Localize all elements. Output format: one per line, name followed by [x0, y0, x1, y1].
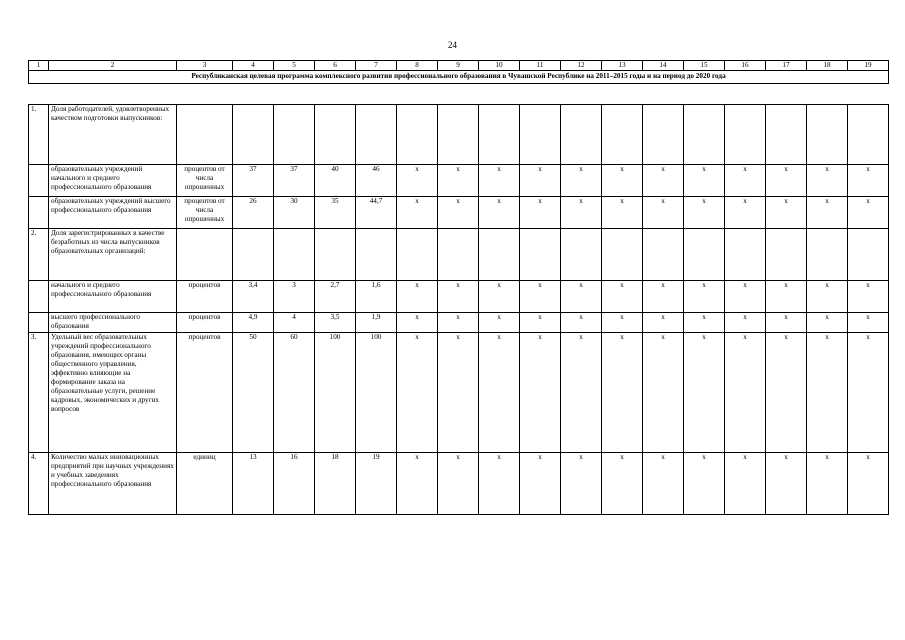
value-cell: x	[520, 453, 561, 515]
indicator-name: Удельный вес образовательных учреждений профессионального образования, имеющих органы общественного управления, эффективно влияющие на формирование заказа на образовательные услуги, решение кадровых, экономических и других вопросов	[49, 333, 177, 453]
value-cell: x	[520, 313, 561, 333]
value-cell: x	[561, 313, 602, 333]
value-cell	[766, 229, 807, 281]
spacer-row	[29, 84, 889, 105]
value-cell	[274, 105, 315, 165]
column-number: 11	[520, 61, 561, 71]
value-cell	[725, 229, 766, 281]
value-cell: x	[848, 333, 889, 453]
value-cell	[479, 229, 520, 281]
value-cell: x	[438, 453, 479, 515]
value-cell: 40	[315, 165, 356, 197]
value-cell: x	[684, 333, 725, 453]
row-number	[29, 197, 49, 229]
column-number: 5	[274, 61, 315, 71]
value-cell: x	[643, 281, 684, 313]
column-number: 19	[848, 61, 889, 71]
indicator-name: начального и среднего профессионального образования	[49, 281, 177, 313]
indicator-name: Доля работодателей, удовлетворенных качеством подготовки выпускников:	[49, 105, 177, 165]
program-caption-row	[29, 71, 889, 84]
value-cell: 1,6	[356, 281, 397, 313]
column-number: 12	[561, 61, 602, 71]
value-cell: x	[725, 197, 766, 229]
row-number: 3.	[29, 333, 49, 453]
row-number	[29, 313, 49, 333]
value-cell: 37	[274, 165, 315, 197]
value-cell: x	[479, 281, 520, 313]
column-number: 17	[766, 61, 807, 71]
value-cell	[643, 229, 684, 281]
value-cell	[356, 229, 397, 281]
value-cell: x	[561, 197, 602, 229]
value-cell	[438, 105, 479, 165]
value-cell: 18	[315, 453, 356, 515]
value-cell: x	[438, 333, 479, 453]
value-cell: x	[807, 281, 848, 313]
column-number: 4	[233, 61, 274, 71]
value-cell: x	[643, 453, 684, 515]
value-cell: x	[561, 281, 602, 313]
value-cell: x	[848, 453, 889, 515]
value-cell: 2,7	[315, 281, 356, 313]
table-row	[29, 313, 889, 333]
value-cell	[397, 105, 438, 165]
value-cell: 4	[274, 313, 315, 333]
row-number	[29, 281, 49, 313]
unit-of-measure: процентов от числа опрошенных	[177, 197, 233, 229]
value-cell: x	[766, 313, 807, 333]
value-cell	[807, 229, 848, 281]
row-number: 1.	[29, 105, 49, 165]
value-cell: x	[602, 165, 643, 197]
column-number-row	[29, 61, 889, 71]
indicators-table	[28, 60, 889, 515]
value-cell: x	[766, 333, 807, 453]
table-row	[29, 333, 889, 453]
column-number: 9	[438, 61, 479, 71]
value-cell: x	[766, 453, 807, 515]
spacer-cell	[29, 84, 889, 105]
unit-of-measure: процентов	[177, 313, 233, 333]
value-cell	[643, 105, 684, 165]
value-cell	[274, 229, 315, 281]
value-cell: 37	[233, 165, 274, 197]
value-cell: 1,9	[356, 313, 397, 333]
indicator-name: образовательных учреждений начального и среднего профессионального образования	[49, 165, 177, 197]
value-cell: x	[807, 165, 848, 197]
row-number	[29, 165, 49, 197]
column-number: 16	[725, 61, 766, 71]
value-cell: 4,9	[233, 313, 274, 333]
value-cell: 26	[233, 197, 274, 229]
row-number: 2.	[29, 229, 49, 281]
value-cell: 44,7	[356, 197, 397, 229]
value-cell	[315, 229, 356, 281]
value-cell	[848, 105, 889, 165]
value-cell	[520, 229, 561, 281]
value-cell: x	[479, 313, 520, 333]
value-cell: x	[725, 281, 766, 313]
column-number: 18	[807, 61, 848, 71]
value-cell: x	[725, 453, 766, 515]
value-cell: x	[602, 197, 643, 229]
value-cell: x	[397, 165, 438, 197]
value-cell	[397, 229, 438, 281]
table-row	[29, 281, 889, 313]
value-cell: x	[725, 165, 766, 197]
value-cell	[479, 105, 520, 165]
value-cell: x	[848, 313, 889, 333]
program-caption: Республиканская целевая программа комплексного развития профессионального образования в Чувашской Республике на 2011–2015 годы и на период до 2020 года	[29, 71, 889, 84]
value-cell: x	[848, 197, 889, 229]
value-cell: x	[684, 453, 725, 515]
value-cell: x	[520, 281, 561, 313]
table-row	[29, 197, 889, 229]
value-cell	[684, 229, 725, 281]
value-cell: x	[766, 165, 807, 197]
value-cell: x	[684, 197, 725, 229]
value-cell: x	[766, 197, 807, 229]
value-cell: x	[602, 313, 643, 333]
value-cell	[233, 105, 274, 165]
value-cell: x	[479, 333, 520, 453]
value-cell	[766, 105, 807, 165]
value-cell: x	[561, 333, 602, 453]
value-cell	[520, 105, 561, 165]
value-cell: x	[479, 197, 520, 229]
value-cell: x	[848, 281, 889, 313]
value-cell: 50	[233, 333, 274, 453]
value-cell: 46	[356, 165, 397, 197]
value-cell: x	[643, 333, 684, 453]
value-cell: x	[684, 313, 725, 333]
value-cell: x	[397, 313, 438, 333]
value-cell	[438, 229, 479, 281]
value-cell: 3	[274, 281, 315, 313]
value-cell: x	[725, 313, 766, 333]
page-number: 24	[448, 40, 457, 50]
value-cell	[356, 105, 397, 165]
column-number: 13	[602, 61, 643, 71]
value-cell: x	[643, 313, 684, 333]
value-cell: 3,4	[233, 281, 274, 313]
value-cell: x	[438, 165, 479, 197]
value-cell: x	[438, 313, 479, 333]
unit-of-measure	[177, 105, 233, 165]
table-row	[29, 165, 889, 197]
indicator-name: образовательных учреждений высшего профессионального образования	[49, 197, 177, 229]
value-cell	[684, 105, 725, 165]
value-cell: x	[520, 333, 561, 453]
value-cell	[602, 105, 643, 165]
value-cell: x	[602, 333, 643, 453]
value-cell: x	[848, 165, 889, 197]
value-cell: x	[561, 453, 602, 515]
value-cell	[848, 229, 889, 281]
column-number: 10	[479, 61, 520, 71]
column-number: 8	[397, 61, 438, 71]
table-row	[29, 229, 889, 281]
value-cell: x	[807, 313, 848, 333]
value-cell	[602, 229, 643, 281]
value-cell: 19	[356, 453, 397, 515]
value-cell: 16	[274, 453, 315, 515]
value-cell: x	[520, 197, 561, 229]
unit-of-measure: процентов от числа опрошенных	[177, 165, 233, 197]
value-cell: x	[766, 281, 807, 313]
value-cell: x	[602, 281, 643, 313]
value-cell	[725, 105, 766, 165]
column-number: 6	[315, 61, 356, 71]
value-cell	[315, 105, 356, 165]
value-cell: x	[479, 165, 520, 197]
unit-of-measure: единиц	[177, 453, 233, 515]
value-cell: x	[684, 281, 725, 313]
column-number: 7	[356, 61, 397, 71]
value-cell: 60	[274, 333, 315, 453]
value-cell: x	[397, 281, 438, 313]
value-cell: x	[397, 197, 438, 229]
value-cell: 100	[356, 333, 397, 453]
value-cell: x	[438, 281, 479, 313]
value-cell: 100	[315, 333, 356, 453]
value-cell: x	[807, 197, 848, 229]
unit-of-measure: процентов	[177, 281, 233, 313]
value-cell: x	[602, 453, 643, 515]
table-row	[29, 105, 889, 165]
value-cell: x	[397, 333, 438, 453]
value-cell	[561, 105, 602, 165]
value-cell: x	[520, 165, 561, 197]
indicator-name: высшего профессионального образования	[49, 313, 177, 333]
table-row	[29, 453, 889, 515]
value-cell: x	[643, 165, 684, 197]
column-number: 15	[684, 61, 725, 71]
column-number: 1	[29, 61, 49, 71]
value-cell: x	[397, 453, 438, 515]
value-cell: 35	[315, 197, 356, 229]
value-cell: x	[643, 197, 684, 229]
value-cell: x	[807, 453, 848, 515]
value-cell: x	[684, 165, 725, 197]
value-cell: x	[561, 165, 602, 197]
column-number: 14	[643, 61, 684, 71]
indicator-name: Количество малых инновационных предприятий при научных учреждениях и учебных заведениях профессионального образования	[49, 453, 177, 515]
value-cell: x	[479, 453, 520, 515]
value-cell: x	[438, 197, 479, 229]
row-number: 4.	[29, 453, 49, 515]
unit-of-measure	[177, 229, 233, 281]
value-cell: 30	[274, 197, 315, 229]
value-cell	[561, 229, 602, 281]
value-cell	[807, 105, 848, 165]
value-cell	[233, 229, 274, 281]
column-number: 3	[177, 61, 233, 71]
column-number: 2	[49, 61, 177, 71]
value-cell: x	[807, 333, 848, 453]
value-cell: x	[725, 333, 766, 453]
indicator-name: Доля зарегистрированных в качестве безработных из числа выпускников образовательных организаций:	[49, 229, 177, 281]
value-cell: 13	[233, 453, 274, 515]
unit-of-measure: процентов	[177, 333, 233, 453]
value-cell: 3,5	[315, 313, 356, 333]
